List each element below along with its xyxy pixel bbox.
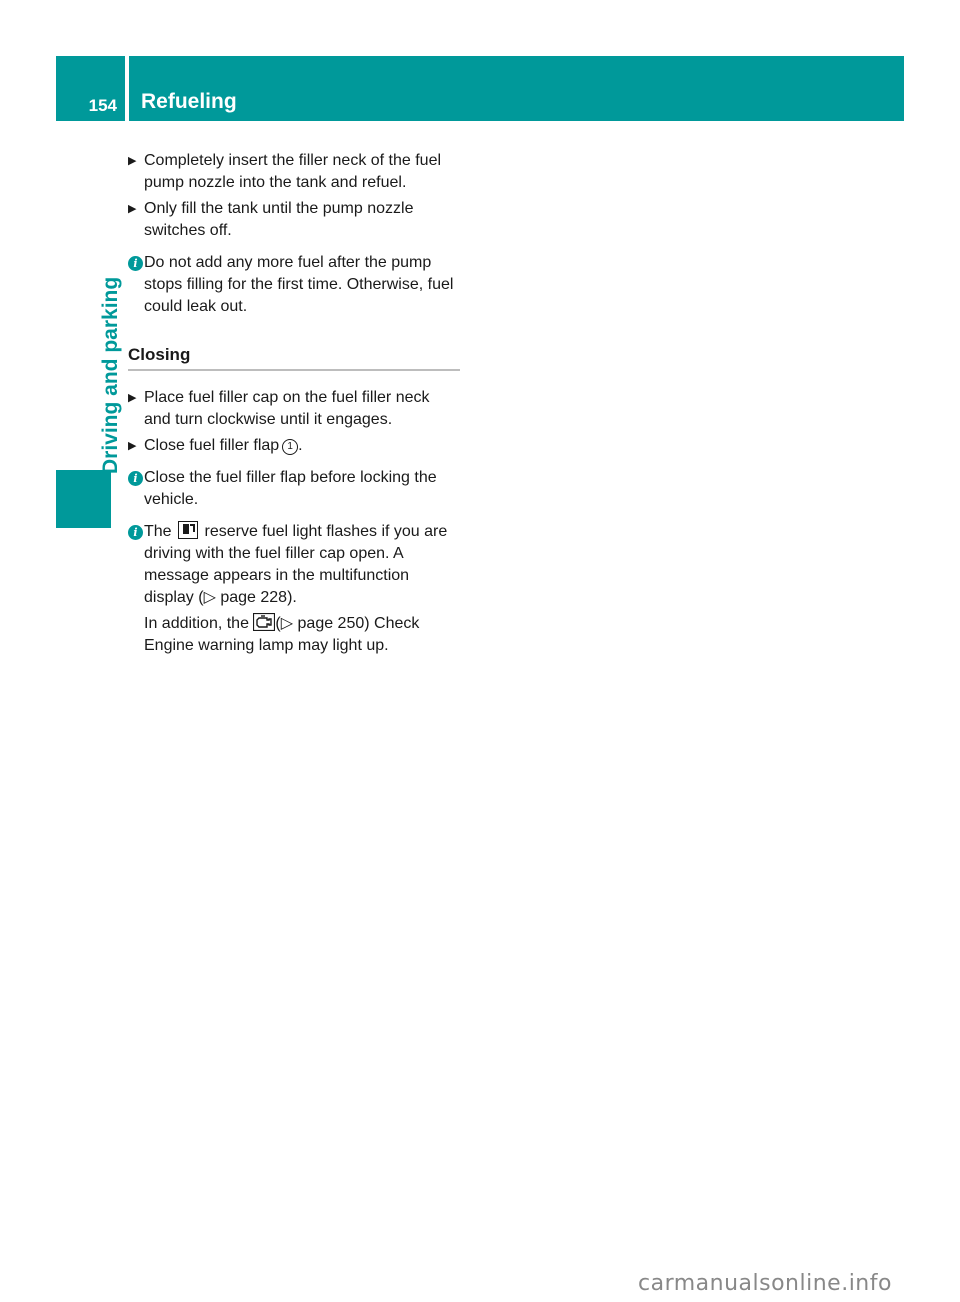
header-page-block xyxy=(56,56,125,121)
info-note xyxy=(128,521,460,609)
note-text: ( xyxy=(275,615,281,632)
info-note xyxy=(128,252,460,318)
step-text: Only fill the tank until the pump nozzle switches off. xyxy=(144,200,414,239)
list-item xyxy=(128,198,460,242)
list-item xyxy=(128,435,460,457)
info-note xyxy=(128,467,460,511)
list-item xyxy=(128,150,460,194)
note-text: The xyxy=(144,523,172,540)
step-text: Completely insert the filler neck of the fuel pump nozzle into the tank and refuel. xyxy=(144,152,442,191)
check-engine-icon xyxy=(253,613,275,631)
info-icon: i xyxy=(128,256,143,271)
bullet-icon: ▶ xyxy=(128,155,137,167)
note-text: ) Check Engine warning lamp may light up. xyxy=(144,615,420,654)
info-icon: i xyxy=(128,525,143,540)
note-text: Do not add any more fuel after the pump stops filling for the first time. Otherwise, fuel could leak out. xyxy=(144,254,454,315)
bullet-icon: ▶ xyxy=(128,203,137,215)
step-text: Close fuel filler flap xyxy=(144,437,280,454)
note-text: Close the fuel filler flap before locking the vehicle. xyxy=(144,469,437,508)
callout-number: 1 xyxy=(282,439,298,455)
arrow-icon: ▷ xyxy=(203,589,216,606)
list-item xyxy=(128,387,460,431)
info-icon: i xyxy=(128,471,143,486)
header-title-block xyxy=(129,56,904,121)
arrow-icon: ▷ xyxy=(280,615,294,632)
step-text: Place fuel filler cap on the fuel filler neck and turn clockwise until it engages. xyxy=(144,389,430,428)
side-tab-label: Driving and parking xyxy=(99,276,122,474)
content xyxy=(128,150,460,657)
watermark: carmanualsonline.info xyxy=(638,1271,892,1296)
page-number: 154 xyxy=(88,96,117,115)
note-paragraph xyxy=(128,613,460,657)
note-text: In addition, the xyxy=(144,615,249,632)
closing-heading: Closing xyxy=(128,344,460,371)
section-title: Refueling xyxy=(141,90,237,113)
note-text: reserve fuel light flashes if you are driving with the fuel filler cap open. A message appears in the multifunction display ( xyxy=(144,523,448,606)
bullet-icon: ▶ xyxy=(128,392,137,404)
side-tab xyxy=(56,470,111,528)
step-end: . xyxy=(298,437,303,454)
bullet-icon: ▶ xyxy=(128,440,137,452)
page-reference[interactable]: page 250 xyxy=(297,615,365,632)
fuel-reserve-icon xyxy=(178,521,198,539)
page-reference[interactable]: page 228 xyxy=(220,589,288,606)
note-text: ). xyxy=(287,589,297,606)
